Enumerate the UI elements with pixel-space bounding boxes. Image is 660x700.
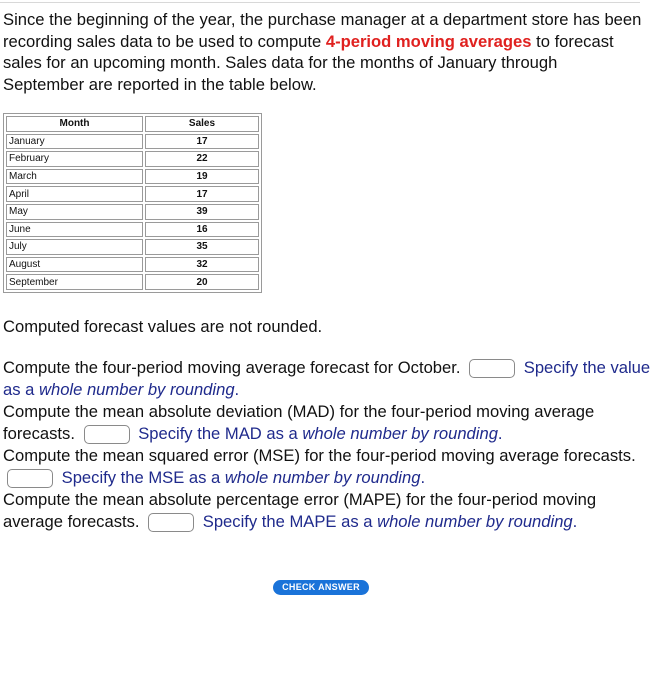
problem-statement [3,9,643,95]
rounding-note: Computed forecast values are not rounded. [3,317,323,336]
question-mse [3,445,653,489]
month-column-header: Month [6,116,143,132]
month-cell: September [6,274,143,290]
question-october-forecast [3,357,653,401]
hint-italic: whole number by rounding [302,424,498,443]
month-cell: April [6,186,143,202]
month-cell: February [6,151,143,167]
hint-italic: whole number by rounding [377,512,573,531]
october-forecast-input[interactable] [469,359,515,378]
sales-cell: 17 [145,186,259,202]
table-row [6,134,259,150]
table-row [6,151,259,167]
table-row [6,239,259,255]
top-divider [0,2,640,3]
question-hint [62,468,425,487]
mad-input[interactable] [84,425,130,444]
table-row [6,186,259,202]
table-row [6,169,259,185]
check-answer-button[interactable]: CHECK ANSWER [273,580,369,595]
table-row [6,222,259,238]
hint-prefix: Specify the MAPE as a [202,512,378,531]
sales-cell: 35 [145,239,259,255]
month-cell: June [6,222,143,238]
mape-input[interactable] [148,513,194,532]
month-cell: March [6,169,143,185]
sales-cell: 22 [145,151,259,167]
sales-cell: 16 [145,222,259,238]
hint-prefix: Specify the value as a [3,358,651,399]
question-mad [3,401,653,445]
question-hint [203,512,578,531]
month-cell: August [6,257,143,273]
question-prompt: Compute the four-period moving average forecast for October. [3,358,461,377]
hint-italic: whole number by rounding [224,468,421,487]
hint-italic: whole number by rounding [38,380,235,399]
table-header-row [6,116,259,132]
intro-text-before: Since the beginning of the year, the purchase manager at a department store has been recording sales data to be used to compute [3,10,642,51]
hint-suffix: . [497,424,503,443]
question-prompt: Compute the mean absolute percentage error (MAPE) for the four-period moving average forecasts. [3,490,597,531]
mse-input[interactable] [7,469,53,488]
month-cell: July [6,239,143,255]
hint-suffix: . [234,380,240,399]
intro-text-after: to forecast sales for an upcoming month. Sales data for the months of January through September are reported in the table below. [3,31,614,94]
sales-cell: 19 [145,169,259,185]
month-cell: May [6,204,143,220]
sales-cell: 20 [145,274,259,290]
question-hint [138,424,502,443]
intro-highlight: 4-period moving averages [325,31,532,51]
hint-suffix: . [572,512,578,531]
sales-cell: 39 [145,204,259,220]
question-prompt: Compute the mean squared error (MSE) for the four-period moving average forecasts. [3,446,636,465]
question-prompt: Compute the mean absolute deviation (MAD) for the four-period moving average forecasts. [3,402,595,443]
sales-cell: 17 [145,134,259,150]
table-row [6,274,259,290]
sales-column-header: Sales [145,116,259,132]
hint-prefix: Specify the MSE as a [61,468,225,487]
question-list [3,357,653,533]
sales-cell: 32 [145,257,259,273]
sales-table [3,113,262,293]
month-cell: January [6,134,143,150]
table-row [6,257,259,273]
hint-suffix: . [420,468,426,487]
hint-prefix: Specify the MAD as a [138,424,303,443]
question-mape [3,489,653,533]
table-row [6,204,259,220]
